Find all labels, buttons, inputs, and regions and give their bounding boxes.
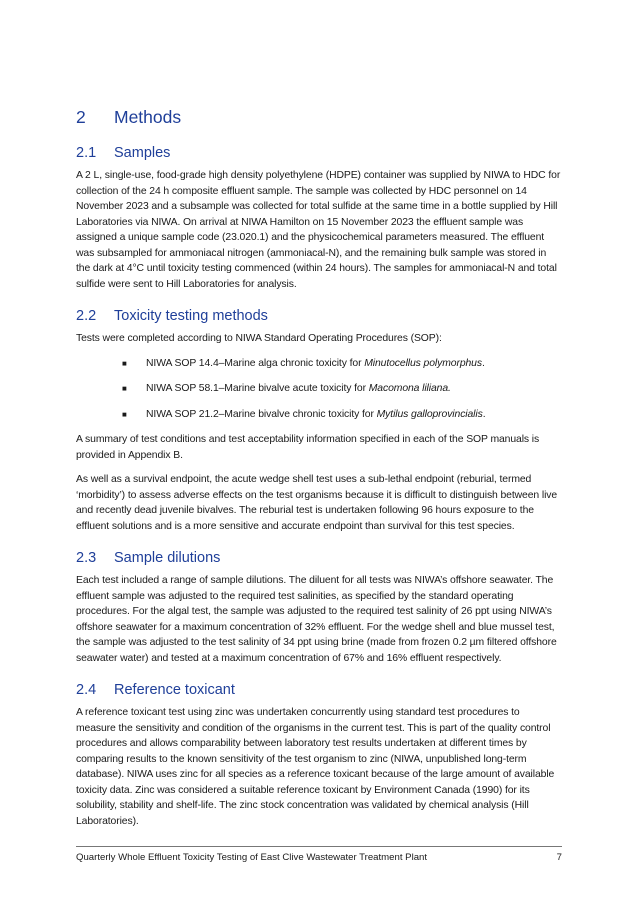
page-number: 7	[556, 852, 562, 863]
subsection-heading-toxicity	[76, 306, 562, 326]
sop-text: NIWA SOP 58.1–Marine bivalve acute toxicity for	[146, 383, 369, 394]
section-number: 2	[76, 107, 86, 127]
bullet-icon: ■	[122, 358, 127, 368]
section-title: Methods	[114, 107, 182, 127]
sop-end: .	[481, 357, 485, 369]
section-heading-methods	[76, 105, 562, 129]
subsection-heading-reference	[76, 680, 562, 700]
dilutions-paragraph: Each test included a range of sample dilutions. The diluent for all tests was NIWA’s offshore seawater. The effluent sample was adjusted to the required test salinities, as specified by the standard operating procedures. For the algal test, the sample was adjusted to the required test salinity of 26 ppt using NIWA’s offshore seawater for a maximum concentration of 32% effluent. For the wedge shell and blue mussel test, the sample was adjusted to the test salinity of 34 ppt using brine (made from frozen 0.2 µm filtered offshore seawater water) and tested at a maximum concentration of 67% and 16% effluent respectively.	[76, 575, 557, 664]
subsection-heading-samples	[76, 143, 562, 163]
subsection-title: Reference toxicant	[114, 682, 235, 698]
subsection-number: 2.4	[76, 682, 97, 698]
species-name: Macomona liliana.	[368, 383, 451, 394]
toxicity-paragraph-endpoint: As well as a survival endpoint, the acute wedge shell test uses a sub-lethal endpoint (reburial, termed ‘morbidity’) to assess adverse effects on the test organisms because it is difficult to distinguish between live and recently dead juvenile bivalves. The reburial test is undertaken following 96 hours exposure to the effluent solutions and is a more sensitive and accurate endpoint than survival for this test species.	[76, 474, 558, 532]
subsection-number: 2.2	[76, 308, 97, 324]
subsection-title: Toxicity testing methods	[114, 308, 268, 324]
bullet-icon: ■	[122, 384, 127, 393]
list-item	[76, 407, 562, 423]
toxicity-intro: Tests were completed according to NIWA Standard Operating Procedures (SOP):	[76, 333, 442, 344]
samples-paragraph: A 2 L, single-use, food-grade high density polyethylene (HDPE) container was supplied by NIWA to HDC for collection of the 24 h composite effluent sample. The sample was collected by HDC personnel on 14 November 2023 and a subsample was collected for total sulfide at the same time in a bottle supplied by Hill Laboratories via NIWA. On arrival at NIWA Hamilton on 15 November 2023 the effluent sample was assigned a unique sample code (23.020.1) and the physicochemical parameters measured. The effluent was subsampled for ammoniacal nitrogen (ammoniacal-N), and the remaining bulk sample was stored in the dark at 4°C until toxicity testing commenced (within 24 hours). The samples for ammoniacal-N and total sulfide were sent to Hill Laboratories for analysis.	[76, 170, 561, 290]
page-content	[76, 105, 562, 838]
sop-text: NIWA SOP 14.4–Marine alga chronic toxicity for	[146, 357, 365, 369]
subsection-heading-dilutions	[76, 548, 562, 568]
page-footer	[76, 846, 562, 863]
footer-title: Quarterly Whole Effluent Toxicity Testing of East Clive Wastewater Treatment Plant	[76, 852, 428, 863]
species-name: Minutocellus polymorphus	[364, 357, 482, 369]
toxicity-paragraph-summary: A summary of test conditions and test acceptability information specified in each of the SOP manuals is provided in Appendix B.	[76, 434, 540, 461]
sop-list	[76, 356, 562, 423]
reference-paragraph: A reference toxicant test using zinc was undertaken concurrently using standard test procedures to measure the sensitivity and condition of the organisms in the current test. This is part of the quality control procedures and allows comparability between laboratory test results undertaken at different times by comparing results to the known sensitivity of the test organism to zinc (NIWA, unpublished long-term database). NIWA uses zinc for all species as a reference toxicant because of the large amount of available toxicity data. Zinc was considered a suitable reference toxicant by Environment Canada (1990) for its solubility, stability and shelf-life. The zinc stock concentration was validated by chemical analysis (Hill Laboratories).	[76, 707, 555, 827]
list-item	[76, 356, 562, 372]
species-name: Mytilus galloprovincialis	[376, 408, 483, 420]
sop-text: NIWA SOP 21.2–Marine bivalve chronic toxicity for	[146, 408, 377, 420]
subsection-number: 2.1	[76, 145, 97, 161]
subsection-number: 2.3	[76, 550, 97, 566]
bullet-icon: ■	[122, 409, 127, 419]
subsection-title: Sample dilutions	[114, 550, 221, 566]
subsection-title: Samples	[114, 145, 171, 161]
list-item	[76, 381, 562, 397]
sop-end: .	[482, 408, 486, 420]
